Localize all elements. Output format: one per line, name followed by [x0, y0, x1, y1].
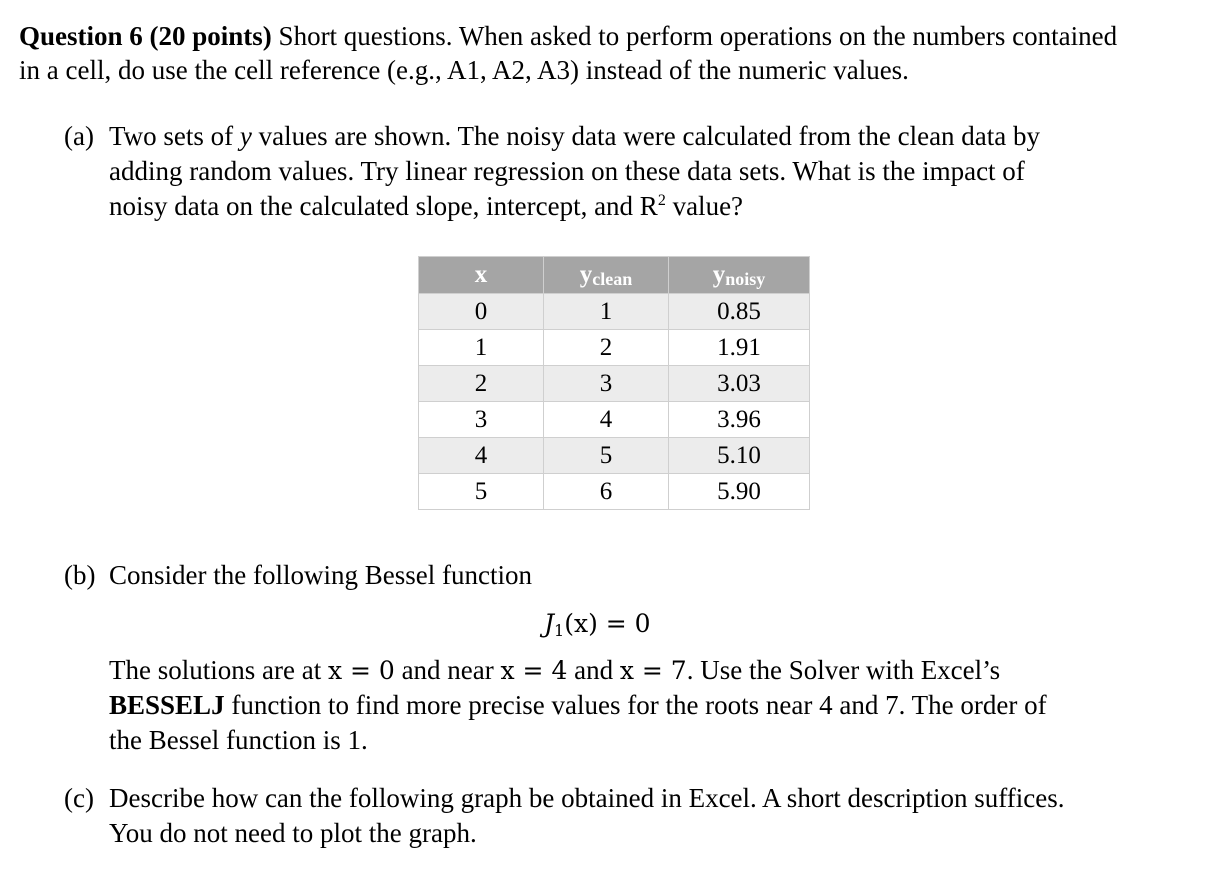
part-a-line1-pre: Two sets of [109, 121, 234, 151]
bessel-rhs: = 0 [597, 609, 651, 638]
table-cell: 1 [419, 330, 544, 366]
bessel-order: 1 [554, 621, 565, 640]
table-cell: 4 [419, 438, 544, 474]
table-cell: 1 [544, 294, 669, 330]
part-b-eq2: x = 4 [500, 656, 568, 685]
table-cell: 3 [419, 402, 544, 438]
table-row [419, 402, 810, 438]
question-title: Question 6 (20 points) [19, 21, 272, 51]
table-cell: 3.03 [669, 366, 810, 402]
part-a-line3-post: value? [665, 191, 744, 221]
question-header-line1 [19, 19, 1117, 53]
header-y-clean [544, 257, 669, 294]
header-y-noisy [669, 257, 810, 294]
question-intro-line2: in a cell, do use the cell reference (e.g., A1, A2, A3) instead of the numeric values. [19, 55, 909, 85]
part-b-eq1: x = 0 [327, 656, 395, 685]
table-row [419, 330, 810, 366]
part-a-line1 [109, 119, 1040, 153]
table-cell: 0 [419, 294, 544, 330]
data-table [418, 256, 810, 510]
table-cell: 3.96 [669, 402, 810, 438]
part-a-line2: adding random values. Try linear regression on these data sets. What is the impact of [109, 156, 1025, 186]
table-cell: 2 [544, 330, 669, 366]
part-b-eq3: x = 7 [619, 656, 687, 685]
part-b-text1-a: The solutions are at [109, 655, 328, 685]
header-y-noisy-main: y [712, 260, 726, 288]
header-y-clean-sub: clean [592, 268, 633, 289]
header-x-label: x [474, 261, 488, 288]
header-y-noisy-sub: noisy [725, 268, 766, 289]
table-cell: 5 [544, 438, 669, 474]
table-cell: 5 [419, 474, 544, 510]
table-row [419, 438, 810, 474]
part-a-line1-post: values are shown. The noisy data were calculated from the clean data by [258, 121, 1041, 151]
part-b-text2 [109, 688, 1047, 722]
table-row [419, 366, 810, 402]
part-b-text1-c: and [567, 655, 620, 685]
part-b-text1-b: and near [394, 655, 501, 685]
table-cell: 6 [544, 474, 669, 510]
question-intro-line1: Short questions. When asked to perform operations on the numbers contained [278, 21, 1118, 51]
table-cell: 3 [544, 366, 669, 402]
table-cell: 5.90 [669, 474, 810, 510]
part-b-text2-rest: function to find more precise values for the roots near 4 and 7. The order of [224, 690, 1047, 720]
part-b-text3: the Bessel function is 1. [109, 725, 368, 755]
part-c-label: (c) [64, 783, 94, 813]
bessel-equation [544, 607, 651, 648]
part-b-label: (b) [64, 560, 96, 590]
besselj-keyword: BESSELJ [109, 690, 225, 720]
table-cell: 1.91 [669, 330, 810, 366]
header-y-clean-main: y [579, 260, 593, 288]
table-cell: 5.10 [669, 438, 810, 474]
table-cell: 2 [419, 366, 544, 402]
table-cell: 4 [544, 402, 669, 438]
part-b-text1-d: . Use the Solver with Excel’s [686, 655, 1001, 685]
header-x [419, 257, 544, 294]
part-a-line3 [109, 189, 743, 223]
part-b-text1 [109, 653, 1000, 688]
part-a-line3-sup: 2 [657, 192, 666, 209]
bessel-arg: (x) [564, 609, 598, 638]
part-c-line1: Describe how can the following graph be obtained in Excel. A short description suffices. [109, 783, 1065, 813]
part-a-label: (a) [64, 121, 94, 151]
part-a-line1-var: y [239, 121, 252, 151]
part-a-line3-pre: noisy data on the calculated slope, intercept, and R [109, 191, 658, 221]
part-b-intro: Consider the following Bessel function [109, 560, 532, 590]
table-header-row [419, 257, 810, 294]
table-row [419, 474, 810, 510]
table-cell: 0.85 [669, 294, 810, 330]
part-c-line2: You do not need to plot the graph. [109, 818, 477, 848]
bessel-fn: J [544, 609, 555, 638]
table-row [419, 294, 810, 330]
